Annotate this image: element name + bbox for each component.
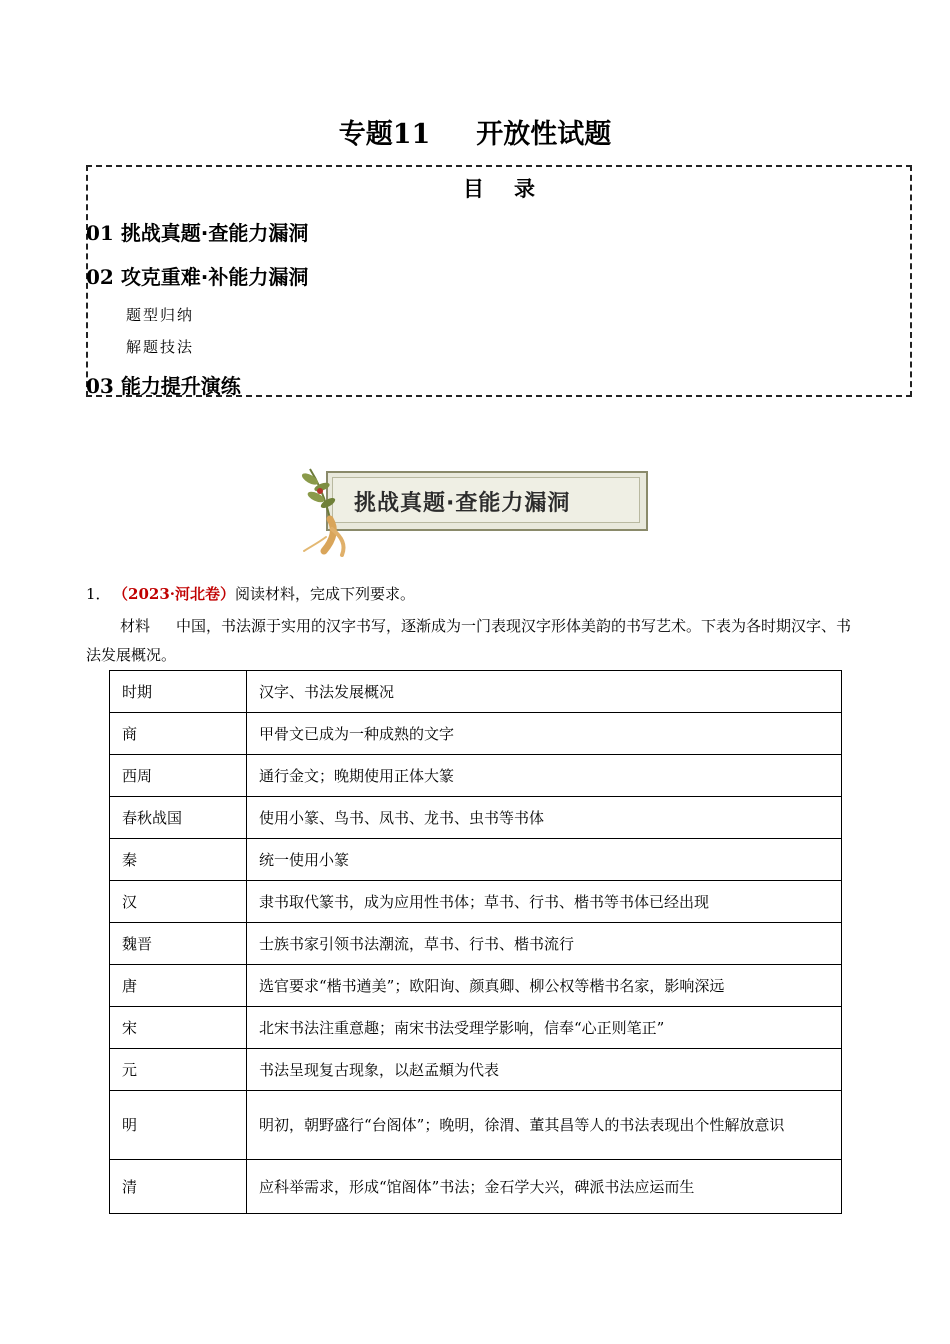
table-cell-period: 商	[110, 713, 247, 755]
table-cell-desc: 使用小篆、鸟书、凤书、龙书、虫书等书体	[247, 797, 842, 839]
table-row	[110, 1160, 842, 1214]
table-cell-desc: 士族书家引领书法潮流，草书、行书、楷书流行	[247, 923, 842, 965]
material-text: 中国，书法源于实用的汉字书写，逐渐成为一门表现汉字形体美韵的书写艺术。下表为各时期汉字、书法发展概况。	[86, 617, 852, 664]
table-cell-period: 西周	[110, 755, 247, 797]
title-main: 专题11	[338, 119, 431, 150]
table-cell-desc: 应科举需求，形成“馆阁体”书法；金石学大兴，碑派书法应运而生	[247, 1160, 842, 1214]
toc-item-01[interactable]	[86, 217, 308, 246]
table-row	[110, 713, 842, 755]
table-cell-desc: 统一使用小篆	[247, 839, 842, 881]
table-cell-period: 汉	[110, 881, 247, 923]
table-cell-period: 清	[110, 1160, 247, 1214]
table-cell-period: 魏晋	[110, 923, 247, 965]
table-cell-period: 元	[110, 1049, 247, 1091]
table-row	[110, 1091, 842, 1160]
toc-item-number: 02	[86, 265, 114, 289]
table-cell-desc: 明初，朝野盛行“台阁体”；晚明，徐渭、董其昌等人的书法表现出个性解放意识	[247, 1091, 842, 1160]
table-row	[110, 797, 842, 839]
table-row	[110, 881, 842, 923]
table-cell-period: 宋	[110, 1007, 247, 1049]
table-row	[110, 965, 842, 1007]
table-row	[110, 755, 842, 797]
history-table	[109, 670, 842, 1214]
toc-subitem-methods[interactable]: 解题技法	[126, 338, 195, 356]
question-header	[86, 583, 415, 604]
toc-item-label: 能力提升演练	[120, 374, 241, 398]
banner-text: 挑战真题·查能力漏洞	[354, 491, 571, 516]
material-label: 材料	[120, 617, 151, 635]
table-of-contents	[86, 165, 912, 397]
table-cell-desc: 书法呈现复古现象，以赵孟頫为代表	[247, 1049, 842, 1091]
question-source: （2023·河北卷）	[120, 585, 236, 603]
table-header-cell: 时期	[110, 671, 247, 713]
title-sub: 开放性试题	[476, 119, 612, 150]
question-number: 1．	[86, 585, 111, 603]
table-cell-desc: 通行金文；晚期使用正体大篆	[247, 755, 842, 797]
page-title	[0, 112, 950, 151]
table-cell-period: 秦	[110, 839, 247, 881]
toc-item-number: 01	[86, 221, 114, 245]
table-row	[110, 923, 842, 965]
table-cell-desc: 隶书取代篆书，成为应用性书体；草书、行书、楷书等书体已经出现	[247, 881, 842, 923]
table-row	[110, 1007, 842, 1049]
material-paragraph	[86, 612, 866, 670]
toc-item-label: 攻克重难·补能力漏洞	[120, 265, 309, 289]
toc-subitem-types[interactable]: 题型归纳	[126, 306, 195, 324]
table-row	[110, 1049, 842, 1091]
table-cell-desc: 选官要求“楷书遒美”；欧阳询、颜真卿、柳公权等楷书名家，影响深远	[247, 965, 842, 1007]
toc-item-number: 03	[86, 374, 114, 398]
table-cell-period: 明	[110, 1091, 247, 1160]
table-row	[110, 839, 842, 881]
table-header-cell: 汉字、书法发展概况	[247, 671, 842, 713]
toc-item-label: 挑战真题·查能力漏洞	[120, 221, 309, 245]
table-header-row	[110, 671, 842, 713]
section-banner	[296, 467, 648, 557]
question-instruction: 阅读材料，完成下列要求。	[235, 585, 416, 603]
table-cell-period: 唐	[110, 965, 247, 1007]
toc-item-03[interactable]	[86, 370, 241, 399]
table-cell-period: 春秋战国	[110, 797, 247, 839]
toc-item-02[interactable]	[86, 261, 308, 290]
table-cell-desc: 甲骨文已成为一种成熟的文字	[247, 713, 842, 755]
toc-heading: 目录	[463, 177, 565, 201]
table-cell-desc: 北宋书法注重意趣；南宋书法受理学影响，信奉“心正则笔正”	[247, 1007, 842, 1049]
